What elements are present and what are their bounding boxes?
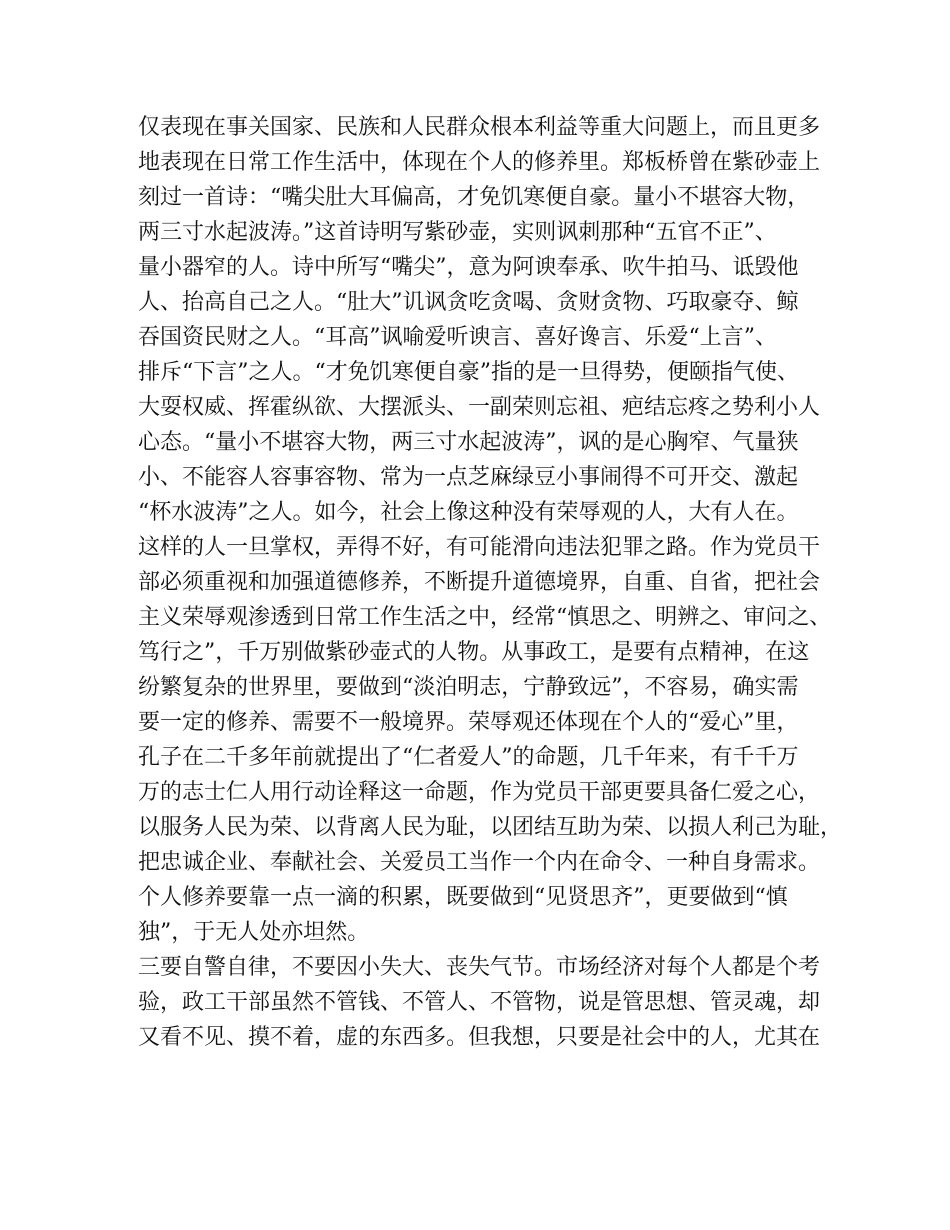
text-line-23: 个人修养要靠一点一滴的积累，既要做到“见贤思齐”，更要做到“慎: [138, 885, 788, 910]
text-line-27: 又看不见、摸不着，虚的东西多。但我想，只要是社会中的人，尤其在: [138, 1025, 821, 1050]
text-line-4: 两三寸水起波涛。”这首诗明写紫砂壶，实则讽刺那种“五官不正”、: [138, 220, 777, 245]
text-line-19: 孔子在二千多年前就提出了“仁者爱人”的命题，几千年来，有千千万: [138, 745, 799, 770]
text-line-17: 纷繁复杂的世界里，要做到“淡泊明志，宁静致远”，不容易，确实需: [138, 675, 799, 700]
text-line-16: 笃行之”，千万别做紫砂壶式的人物。从事政工，是要有点精神，在这: [138, 640, 810, 665]
text-line-10: 心态。“量小不堪容大物，两三寸水起波涛”，讽的是心胸窄、气量狭: [138, 430, 799, 455]
text-line-15: 主义荣辱观渗透到日常工作生活之中，经常“慎思之、明辨之、审问之、: [138, 605, 832, 630]
text-line-3: 刻过一首诗：“嘴尖肚大耳偏高，才免饥寒便自豪。量小不堪容大物，: [138, 185, 810, 210]
text-line-14: 部必须重视和加强道德修养，不断提升道德境界，自重、自省，把社会: [138, 570, 821, 595]
text-line-24: 独”，于无人处亦坦然。: [138, 920, 370, 945]
text-line-11: 小、不能容人容事容物、常为一点芝麻绿豆小事闹得不可开交、激起: [138, 465, 799, 490]
text-line-22: 把忠诚企业、奉献社会、关爱员工当作一个内在命令、一种自身需求。: [138, 850, 821, 875]
text-line-18: 要一定的修养、需要不一般境界。荣辱观还体现在个人的“爱心”里，: [138, 710, 799, 735]
text-line-25: 三要自警自律，不要因小失大、丧失气节。市场经济对每个人都是个考: [138, 955, 821, 980]
text-line-2: 地表现在日常工作生活中，体现在个人的修养里。郑板桥曾在紫砂壶上: [138, 150, 821, 175]
text-line-7: 吞国资民财之人。“耳高”讽喻爱听谀言、喜好谗言、乐爱“上言”、: [138, 325, 777, 350]
text-line-8: 排斥“下言”之人。“才免饥寒便自豪”指的是一旦得势，便颐指气使、: [138, 360, 799, 385]
text-line-1: 仅表现在事关国家、民族和人民群众根本利益等重大问题上，而且更多: [138, 115, 821, 140]
text-line-13: 这样的人一旦掌权，弄得不好，有可能滑向违法犯罪之路。作为党员干: [138, 535, 821, 560]
text-line-20: 万的志士仁人用行动诠释这一命题，作为党员干部更要具备仁爱之心，: [138, 780, 821, 805]
text-line-9: 大耍权威、挥霍纵欲、大摆派头、一副荣则忘祖、疤结忘疼之势利小人: [138, 395, 821, 420]
text-line-21: 以服务人民为荣、以背离人民为耻，以团结互助为荣、以损人利己为耻，: [138, 815, 843, 840]
text-line-26: 验，政工干部虽然不管钱、不管人、不管物，说是管思想、管灵魂，却: [138, 990, 821, 1015]
text-line-6: 人、抬高自己之人。“肚大”讥讽贪吃贪喝、贪财贪物、巧取豪夺、鲸: [138, 290, 799, 315]
text-line-5: 量小器窄的人。诗中所写“嘴尖”，意为阿谀奉承、吹牛拍马、诋毁他: [138, 255, 799, 280]
body-text: [138, 110, 843, 1055]
text-line-12: “杯水波涛”之人。如今，社会上像这种没有荣辱观的人，大有人在。: [138, 500, 799, 525]
